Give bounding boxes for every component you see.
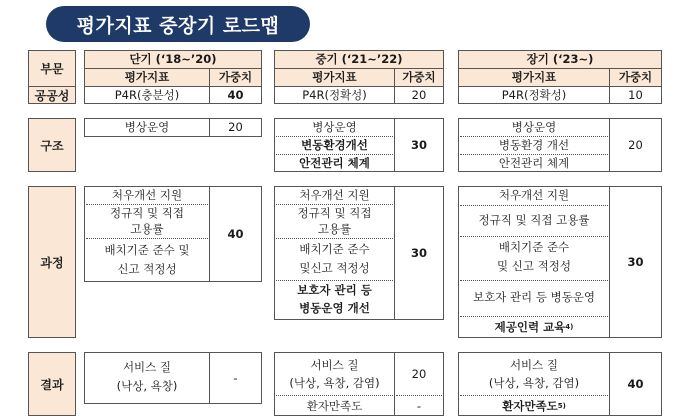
mid-process-item-3a: 배치기준 준수 — [299, 241, 370, 256]
mid-result-weight-2: - — [416, 398, 422, 413]
short-process-item-1: 처우개선 지원 — [111, 187, 183, 202]
mid-result-item-b: (낙상, 욕창, 감염) — [289, 375, 380, 390]
mid-weight-header: 가중치 — [395, 69, 443, 86]
long-structure-item-2: 병동환경 개선 — [498, 138, 570, 152]
short-structure-weight: 20 — [228, 120, 243, 134]
long-result-item-b: (낙상, 욕창, 감염) — [488, 375, 580, 390]
long-structure-item-3: 안전관리 체계 — [498, 155, 570, 170]
mid-result-weight: 20 — [411, 366, 427, 381]
mid-result-item-c: 환자만족도 — [306, 398, 363, 413]
mid-process-item-1: 처우개선 지원 — [299, 187, 370, 202]
short-weight-header: 가중치 — [210, 69, 261, 86]
short-result-weight: - — [233, 370, 238, 385]
category-process: 과정 — [28, 186, 76, 338]
mid-structure-item-1: 병상운영 — [312, 120, 357, 134]
long-structure-item-1: 병상운영 — [511, 120, 557, 134]
mid-structure-weight: 30 — [410, 137, 427, 152]
long-result-item-c: 환자만족도 5) — [502, 398, 566, 413]
page-title: 평가지표 중장기 로드맵 — [46, 6, 310, 42]
category-structure: 구조 — [28, 118, 76, 172]
short-term-period: 단기 (‘18~’20) — [85, 51, 261, 68]
mid-process-item-4a: 보호자 관리 등 — [297, 283, 372, 297]
long-process-item-4: 보호자 관리 등 병동운영 — [472, 289, 596, 304]
footnote-5: 5) — [557, 401, 566, 410]
long-process-item-1: 처우개선 지원 — [498, 188, 570, 202]
long-process-item-5: 제공인력 교육 4) — [494, 319, 574, 334]
short-process-item-2b: 고용률 — [130, 221, 164, 236]
mid-structure-item-2: 변동환경개선 — [301, 138, 368, 152]
short-result-item-b: (낙상, 욕창) — [116, 378, 178, 393]
category-header: 부문 — [40, 61, 64, 76]
mid-structure-item-3: 안전관리 체계 — [299, 155, 370, 170]
long-result-item-a: 서비스 질 — [509, 357, 559, 372]
long-process-item-3b: 및 신고 적정성 — [497, 258, 571, 273]
short-structure-item: 병상운영 — [124, 120, 170, 134]
mid-indicator-header: 평가지표 — [275, 69, 394, 86]
short-indicator-header: 평가지표 — [85, 69, 209, 86]
long-process-item-2: 정규직 및 직접 고용률 — [478, 212, 590, 227]
mid-result-item-a: 서비스 질 — [310, 357, 359, 372]
category-result: 결과 — [28, 352, 76, 416]
short-process-item-3b: 신고 적정성 — [117, 261, 177, 276]
short-process-weight: 40 — [227, 226, 244, 241]
long-structure-weight: 20 — [628, 137, 643, 152]
mid-process-item-2b: 고용률 — [317, 221, 352, 236]
mid-process-weight: 30 — [410, 245, 427, 260]
long-term-period: 장기 (‘23~) — [459, 51, 661, 68]
mid-process-item-3b: 및신고 적정성 — [299, 260, 370, 275]
long-result-weight: 40 — [627, 376, 644, 391]
mid-process-item-2a: 정규직 및 직접 — [297, 205, 372, 220]
long-process-weight: 30 — [627, 254, 644, 269]
long-indicator-header: 평가지표 — [459, 69, 609, 86]
short-public-weight: 40 — [227, 88, 244, 102]
short-process-item-3a: 배치기준 준수 및 — [104, 242, 190, 257]
long-public-weight: 10 — [628, 88, 643, 102]
long-public-indicator: P4R(정확성) — [501, 88, 567, 102]
category-public: 공공성 — [34, 88, 70, 103]
short-public-indicator: P4R(충분성) — [114, 88, 180, 102]
footnote-4: 4) — [565, 322, 574, 331]
long-process-item-3a: 배치기준 준수 — [498, 239, 570, 254]
mid-process-item-4b: 병동운영 개선 — [299, 301, 370, 315]
mid-term-period: 중기 (‘21~’22) — [275, 51, 443, 68]
mid-public-weight: 20 — [411, 88, 427, 102]
short-process-item-2a: 정규직 및 직접 — [110, 205, 184, 220]
long-weight-header: 가중치 — [610, 69, 661, 86]
short-result-item-a: 서비스 질 — [122, 359, 172, 374]
mid-public-indicator: P4R(정확성) — [302, 88, 367, 102]
